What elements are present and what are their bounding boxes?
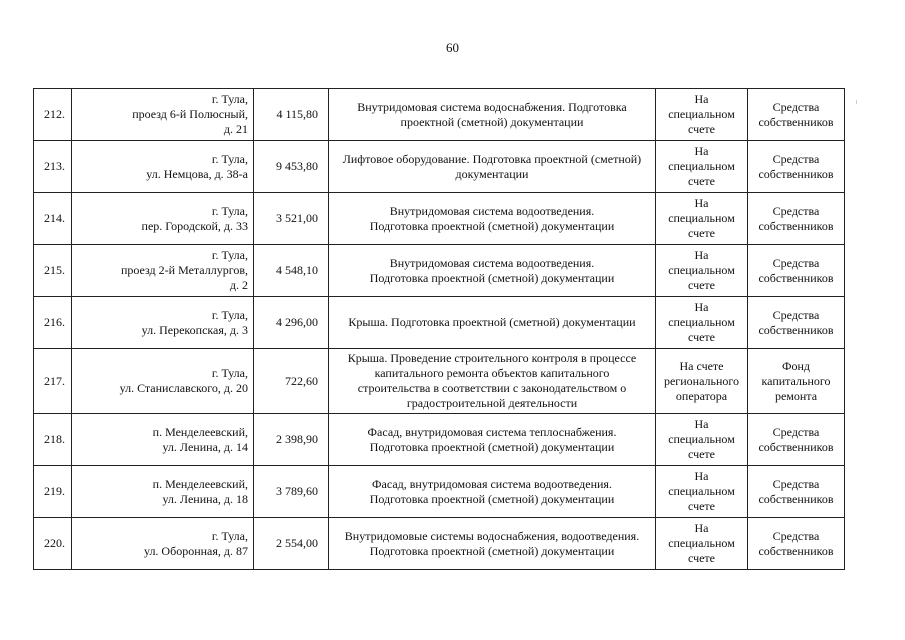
account-type-cell [656, 245, 748, 297]
address-line: г. Тула, [211, 528, 248, 543]
work-type-line: Внутридомовая система водоотведения. [389, 255, 595, 270]
funding-source-line: Фонд [781, 358, 810, 373]
account-type-line: специальном [668, 484, 735, 498]
funding-source-line: собственников [758, 114, 834, 129]
account-type-cell [656, 193, 748, 245]
area-cell: 3 789,60 [254, 466, 329, 518]
work-type-cell [329, 518, 656, 570]
account-type-line: специальном [668, 536, 735, 550]
account-type-cell [656, 466, 748, 518]
account-type-line: счете [687, 330, 716, 344]
account-type-line: счете [687, 174, 716, 188]
work-type-cell [329, 89, 656, 141]
funding-source-line: капитального [761, 373, 831, 388]
work-type-line: Внутридомовая система водоотведения. [389, 203, 595, 218]
account-type-line: оператора [675, 388, 728, 403]
work-type-line: Крыша. Проведение строительного контроля в процессе [347, 351, 637, 365]
address-line: г. Тула, [211, 366, 248, 380]
area-cell: 722,60 [254, 349, 329, 414]
work-type-cell [329, 193, 656, 245]
area-cell: 4 115,80 [254, 89, 329, 141]
work-type-line: градостроительной деятельности [406, 396, 578, 410]
account-type-line: На [694, 417, 709, 431]
work-type-cell [329, 141, 656, 193]
account-type-line: счете [687, 499, 716, 513]
funding-source-cell [748, 349, 845, 414]
row-number-cell: 216. [34, 297, 72, 349]
funding-source-cell [748, 245, 845, 297]
address-line: г. Тула, [211, 203, 248, 218]
area-cell: 3 521,00 [254, 193, 329, 245]
table-row [34, 141, 845, 193]
funding-source-line: Средства [772, 307, 820, 322]
address-line: пер. Городской, д. 33 [141, 218, 248, 233]
address-line: ул. Ленина, д. 18 [162, 491, 248, 506]
area-cell: 9 453,80 [254, 141, 329, 193]
funding-source-line: ремонта [774, 388, 818, 403]
funding-source-line: собственников [758, 439, 834, 454]
area-cell: 2 398,90 [254, 414, 329, 466]
account-type-cell [656, 297, 748, 349]
funding-source-line: Средства [772, 424, 820, 439]
repair-registry-table [33, 88, 845, 570]
table-row [34, 518, 845, 570]
address-line: проезд 2-й Металлургов, [120, 263, 248, 277]
work-type-line: Внутридомовая система водоснабжения. Подготовка [357, 99, 627, 114]
row-number-cell: 214. [34, 193, 72, 245]
table-row [34, 349, 845, 414]
work-type-line: Подготовка проектной (сметной) документации [369, 491, 615, 506]
address-cell [72, 349, 254, 414]
account-type-line: счете [687, 226, 716, 240]
area-cell: 2 554,00 [254, 518, 329, 570]
address-line: ул. Станиславского, д. 20 [119, 381, 248, 395]
account-type-line: На [694, 469, 709, 483]
work-type-line: Подготовка проектной (сметной) документации [369, 270, 615, 285]
funding-source-line: Средства [772, 99, 820, 114]
work-type-cell [329, 466, 656, 518]
address-cell [72, 89, 254, 141]
account-type-line: счете [687, 122, 716, 136]
table-row [34, 466, 845, 518]
funding-source-cell [748, 466, 845, 518]
address-line: д. 2 [229, 278, 248, 292]
funding-source-line: собственников [758, 491, 834, 506]
account-type-line: регионального [663, 373, 740, 388]
table-row [34, 414, 845, 466]
funding-source-line: Средства [772, 528, 820, 543]
work-type-line: Внутридомовые системы водоснабжения, водоотведения. [344, 528, 640, 543]
work-type-cell [329, 297, 656, 349]
account-type-cell [656, 349, 748, 414]
account-type-line: На [694, 196, 709, 210]
address-cell [72, 414, 254, 466]
address-line: г. Тула, [211, 92, 248, 106]
address-cell [72, 297, 254, 349]
address-cell [72, 518, 254, 570]
work-type-line: Фасад, внутридомовая система водоотведения. [372, 476, 612, 491]
funding-source-line: Средства [772, 476, 820, 491]
account-type-cell [656, 141, 748, 193]
account-type-line: На счете [679, 358, 724, 373]
address-line: проезд 6-й Полюсный, [132, 107, 248, 121]
row-number-cell: 218. [34, 414, 72, 466]
account-type-line: специальном [668, 432, 735, 446]
funding-source-line: собственников [758, 543, 834, 558]
work-type-line: Крыша. Подготовка проектной (сметной) документации [348, 315, 636, 329]
address-line: д. 21 [223, 122, 248, 136]
work-type-line: Подготовка проектной (сметной) документации [369, 543, 615, 558]
row-number-cell: 220. [34, 518, 72, 570]
account-type-cell [656, 414, 748, 466]
address-cell [72, 141, 254, 193]
area-cell: 4 296,00 [254, 297, 329, 349]
table-row [34, 89, 845, 141]
work-type-line: документации [455, 166, 529, 181]
address-line: г. Тула, [211, 307, 248, 322]
funding-source-cell [748, 193, 845, 245]
funding-source-line: собственников [758, 166, 834, 181]
account-type-cell [656, 518, 748, 570]
address-line: ул. Немцова, д. 38-а [146, 166, 248, 181]
area-cell: 4 548,10 [254, 245, 329, 297]
work-type-line: Лифтовое оборудование. Подготовка проектной (сметной) [342, 151, 642, 166]
funding-source-cell [748, 518, 845, 570]
account-type-line: специальном [668, 159, 735, 173]
address-line: п. Менделеевский, [152, 476, 248, 491]
address-line: г. Тула, [211, 151, 248, 166]
address-cell [72, 245, 254, 297]
work-type-line: Подготовка проектной (сметной) документации [369, 439, 615, 454]
account-type-cell [656, 89, 748, 141]
row-number-cell: 219. [34, 466, 72, 518]
account-type-line: На [694, 300, 709, 314]
row-number-cell: 212. [34, 89, 72, 141]
work-type-line: Фасад, внутридомовая система теплоснабжения. [367, 424, 617, 439]
address-line: ул. Ленина, д. 14 [162, 439, 248, 454]
account-type-line: специальном [668, 211, 735, 225]
margin-mark [856, 100, 857, 104]
account-type-line: счете [687, 278, 716, 292]
address-cell [72, 193, 254, 245]
address-line: ул. Оборонная, д. 87 [143, 543, 248, 558]
funding-source-cell [748, 414, 845, 466]
funding-source-cell [748, 89, 845, 141]
row-number-cell: 217. [34, 349, 72, 414]
table-row [34, 245, 845, 297]
address-cell [72, 466, 254, 518]
work-type-cell [329, 349, 656, 414]
account-type-line: специальном [668, 263, 735, 277]
funding-source-line: Средства [772, 203, 820, 218]
account-type-line: специальном [668, 107, 735, 121]
account-type-line: На [694, 92, 709, 106]
account-type-line: счете [687, 447, 716, 461]
row-number-cell: 213. [34, 141, 72, 193]
funding-source-line: собственников [758, 218, 834, 233]
work-type-line: капитального ремонта объектов капитального [374, 366, 610, 380]
account-type-line: счете [687, 551, 716, 565]
funding-source-line: собственников [758, 270, 834, 285]
address-line: ул. Перекопская, д. 3 [141, 322, 248, 337]
account-type-line: На [694, 248, 709, 262]
row-number-cell: 215. [34, 245, 72, 297]
account-type-line: На [694, 144, 709, 158]
funding-source-cell [748, 141, 845, 193]
table-row [34, 193, 845, 245]
work-type-line: строительства в соответствии с законодательством о [357, 381, 627, 395]
funding-source-cell [748, 297, 845, 349]
work-type-line: Подготовка проектной (сметной) документации [369, 218, 615, 233]
work-type-cell [329, 414, 656, 466]
page-number: 60 [446, 40, 459, 55]
registry-table-body [34, 89, 845, 570]
account-type-line: На [694, 521, 709, 535]
work-type-cell [329, 245, 656, 297]
account-type-line: специальном [668, 315, 735, 329]
address-line: п. Менделеевский, [152, 424, 248, 439]
address-line: г. Тула, [211, 248, 248, 262]
table-row [34, 297, 845, 349]
work-type-line: проектной (сметной) документации [400, 114, 584, 129]
funding-source-line: Средства [772, 255, 820, 270]
funding-source-line: собственников [758, 322, 834, 337]
funding-source-line: Средства [772, 151, 820, 166]
